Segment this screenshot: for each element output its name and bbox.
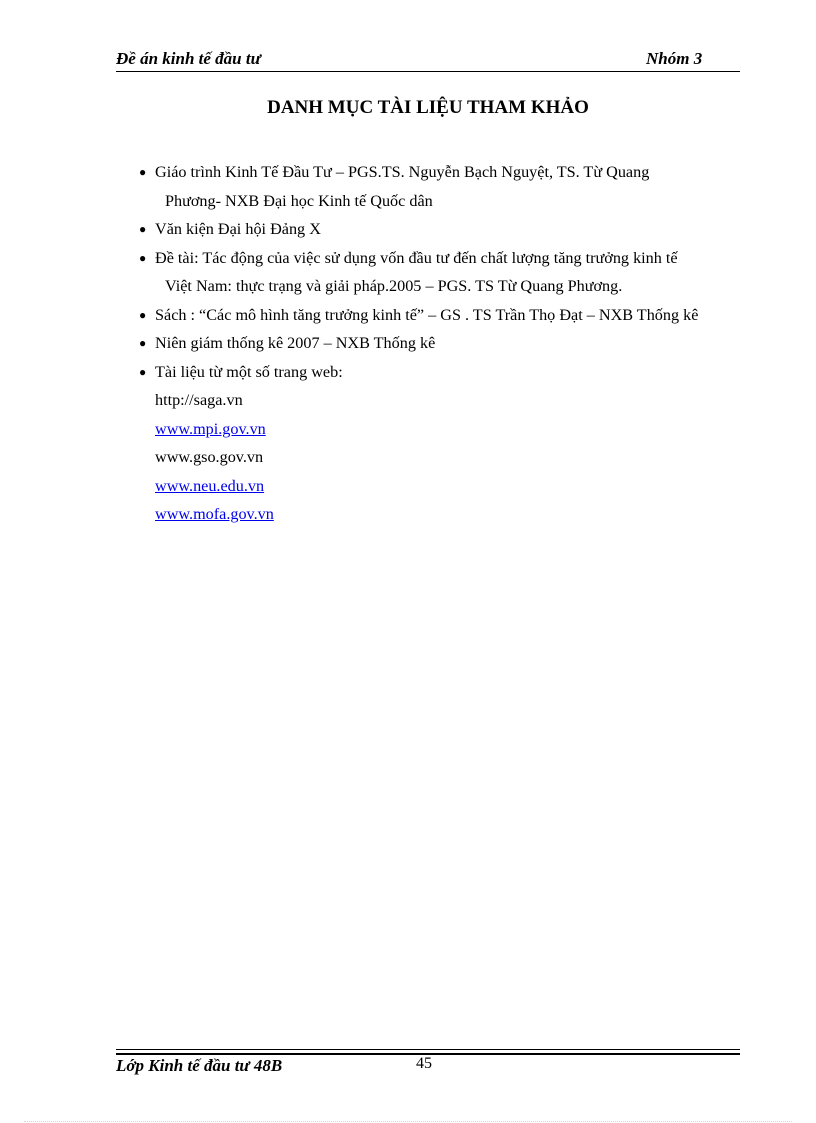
bullet-icon: ● (139, 364, 147, 379)
reference-text: Văn kiện Đại hội Đảng X (155, 220, 321, 238)
page-title: DANH MỤC TÀI LIỆU THAM KHẢO (267, 97, 589, 118)
reference-item (138, 158, 740, 215)
reference-line: Đề tài: Tác động của việc sử dụng vốn đầu tư đến chất lượng tăng trưởng kinh tế (155, 248, 678, 267)
header-document-title: Đề án kinh tế đầu tư (116, 49, 261, 68)
reference-list (138, 158, 740, 529)
reference-line-continued: Phương- NXB Đại học Kinh tế Quốc dân (165, 191, 433, 210)
reference-item (138, 358, 740, 387)
bullet-icon: ● (139, 165, 147, 179)
reference-item (138, 244, 740, 301)
reference-line-continued: Việt Nam: thực trạng và giải pháp.2005 – PGS. TS Từ Quang Phương. (165, 277, 623, 295)
reference-text: Niên giám thống kê 2007 – NXB Thống kê (155, 334, 436, 352)
website-text-gso: www.gso.gov.vn (155, 448, 264, 466)
bullet-icon: ● (139, 307, 147, 322)
bullet-icon: ● (139, 222, 147, 236)
page-edge-divider (24, 1121, 792, 1122)
reference-item (138, 215, 740, 244)
header-rule (116, 71, 740, 72)
website-text-saga: http://saga.vn (155, 391, 243, 409)
website-list (138, 386, 740, 529)
reference-text (155, 158, 740, 215)
bullet-icon: ● (139, 336, 147, 350)
website-link-neu[interactable]: www.neu.edu.vn (155, 476, 265, 495)
footer-class-label: Lớp Kinh tế đầu tư 48B (116, 1056, 283, 1075)
reference-item (138, 301, 740, 330)
website-link-mofa[interactable]: www.mofa.gov.vn (155, 505, 274, 523)
reference-text: Sách : “Các mô hình tăng trưởng kinh tế” – GS . TS Trần Thọ Đạt – NXB Thống kê (155, 305, 699, 324)
page-number: 45 (416, 1055, 432, 1072)
website-link-mpi[interactable]: www.mpi.gov.vn (155, 419, 266, 438)
reference-item (138, 329, 740, 358)
reference-line: Giáo trình Kinh Tế Đầu Tư – PGS.TS. Nguyễn Bạch Nguyệt, TS. Từ Quang (155, 163, 650, 181)
page-header (116, 48, 740, 72)
footer-rule (116, 1049, 740, 1050)
reference-text: Tài liệu từ một số trang web: (155, 362, 343, 381)
bullet-icon: ● (139, 250, 147, 265)
reference-text (155, 244, 740, 301)
header-group-label: Nhóm 3 (646, 49, 703, 68)
